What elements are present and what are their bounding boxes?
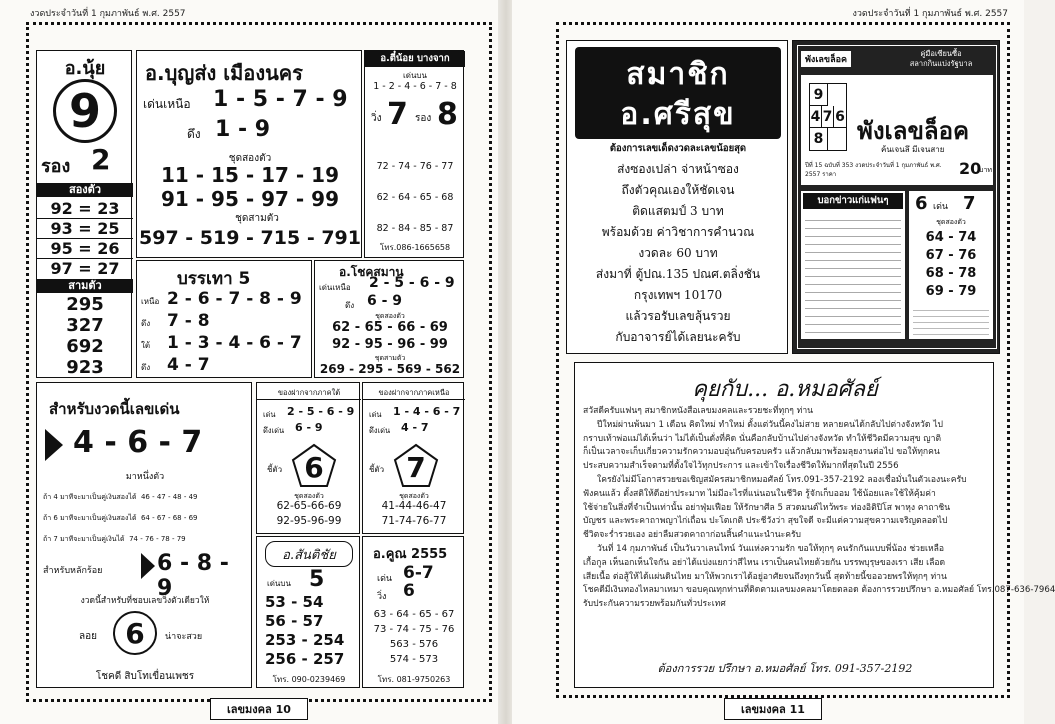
special-main: 4 - 6 - 7 bbox=[73, 425, 203, 460]
list-item: 923 bbox=[66, 357, 104, 378]
south-den: 2 - 5 - 6 - 9 bbox=[287, 405, 355, 418]
member-lines bbox=[567, 159, 789, 348]
ad-cover bbox=[801, 75, 993, 185]
north-den: 1 - 4 - 6 - 7 bbox=[393, 405, 461, 418]
letter-paragraph: รับประกันความรวยพร้อมกันทั่วประเทศ bbox=[583, 599, 726, 610]
boonsong-dung: 1 - 9 bbox=[215, 117, 271, 142]
list-item: ติดแสตมป์ 3 บาท bbox=[632, 204, 724, 218]
left-page bbox=[0, 0, 500, 724]
member-banner bbox=[575, 47, 781, 139]
santichai-box bbox=[256, 536, 360, 688]
boonsong-dung-label: ดึง bbox=[187, 127, 201, 141]
letter-paragraph: บัญชร และพระคาถาพญาไก่เถื่อน ปะโตเกติ ประชีวังว่า สุขใจดี จะมีแต่ความสุขความเจริญตลอดไป bbox=[583, 516, 948, 527]
ad-tag: คู่มือเซียนซื้อ สลากกินแบ่งรัฐบาล bbox=[909, 49, 973, 68]
santichai-den: 5 bbox=[309, 567, 325, 592]
list-item: 327 bbox=[66, 315, 104, 336]
ad-price-unit: บาท bbox=[979, 166, 992, 174]
ad-den-num: 6 bbox=[915, 193, 928, 214]
anui-two-list bbox=[37, 199, 133, 278]
anui-rong-label: รอง bbox=[41, 156, 71, 177]
table-row: ดึง 4 - 7 bbox=[141, 355, 210, 375]
south-dung: 6 - 9 bbox=[295, 421, 323, 434]
sinoi-rong: 8 bbox=[437, 97, 458, 132]
anui-two-label: สองตัว bbox=[37, 183, 133, 197]
sinoi-name: อ.ตี๋น้อย บางจาก bbox=[365, 51, 465, 67]
santichai-rows bbox=[265, 593, 361, 669]
table-row: ดึง 7 - 8 bbox=[141, 311, 210, 331]
boonsong-three: 597 - 519 - 715 - 791 bbox=[139, 227, 361, 249]
south-title: ของฝากจากภาคใต้ bbox=[257, 387, 361, 400]
list-item: ส่งซองเปล่า จ่าหน้าซอง bbox=[617, 162, 739, 176]
chok-box bbox=[314, 260, 464, 378]
sinoi-wing: 7 bbox=[387, 97, 408, 132]
list-item: ถึงตัวคุณเองให้ชัดเจน bbox=[621, 183, 735, 197]
list-item: 56 - 57 bbox=[265, 612, 324, 630]
ad-den-num2: 7 bbox=[963, 193, 976, 214]
list-item: 92-95-96-99 bbox=[276, 515, 342, 527]
letter-box bbox=[574, 362, 1055, 688]
south-number: 6 bbox=[304, 450, 324, 484]
anui-name: อ.นุ้ย bbox=[64, 58, 106, 79]
list-item: 41-44-46-47 bbox=[381, 500, 447, 512]
letter-paragraph: ฟังคนแล้ว ตั้งสติให้ดีอย่าประมาท ไม่มีอะไรที่แน่นอนในชีวิต รู้จักเก็บออม ใช้น้อยและใช้ให้คุ้มค่า bbox=[583, 488, 936, 499]
boonsong-box bbox=[136, 50, 362, 258]
north-title: ของฝากจากภาคเหนือ bbox=[363, 387, 465, 400]
anui-box bbox=[36, 50, 132, 378]
sinoi-rong-label: รอง bbox=[415, 113, 432, 124]
member-tagline: ต้องการเลขเด็ดงวดละเลขน้อยสุด bbox=[609, 143, 747, 154]
letter-paragraph: โชคดีมีเงินทองไหลมาเทมา ขอบคุณทุกท่านที่ติดตามเลขมงคลมาโดยตลอด ต้องการรวยปรึกษา อ.หมอศัลย์ โทร.087-636-7964 bbox=[583, 585, 1055, 596]
koon-name: อ.คูณ 2555 bbox=[373, 547, 448, 562]
sinoi-wing-label: วิ่ง bbox=[371, 113, 382, 124]
list-item: ส่งมาที่ ตู้ปณ.135 ปณศ.ตลิ่งชัน bbox=[595, 267, 761, 281]
chok-three: 269 - 295 - 569 - 562 bbox=[319, 362, 461, 376]
list-item: แล้วรอรับเลขลุ้นรวย bbox=[625, 309, 731, 323]
table-row: ถ้า 4 มาทีจะมาเป็นคู่เงินสองได้ 46 - 47 - 48 - 49 bbox=[43, 493, 198, 501]
south-sut-label: ชี้ตัว bbox=[267, 465, 283, 474]
banthao-box bbox=[136, 260, 312, 378]
chok-two-row2: 92 - 95 - 96 - 99 bbox=[332, 337, 448, 352]
member-title2: อ.ศรีสุข bbox=[620, 97, 736, 132]
letter-paragraph: ใครยังไม่มีโอกาสรวยขอเชิญสมัครสมาชิกหมอศัลย์ โทร.091-357-2192 ลองเชื่อมั่นในตัวเองนะครับ bbox=[597, 474, 967, 485]
list-item: 92 = 23 bbox=[37, 199, 133, 219]
santichai-name: อ.สันติชัย bbox=[265, 541, 353, 567]
santichai-tel: โทร. 090-0239469 bbox=[272, 675, 346, 684]
letter-paragraph: กราบเท้าพ่อแม่ได้เห็นว่า ไม่ได้เป็นดั่งที่คิด นั่นคือกลับบ้านไปต่างจังหวัด ทำให้ชีวิตมีความสุข ญาติ bbox=[583, 433, 942, 444]
north-sut-label: ชี้ตัว bbox=[369, 465, 385, 474]
koon-rows bbox=[363, 607, 465, 667]
sinoi-box bbox=[364, 50, 464, 258]
banthao-title: บรรเทา 5 bbox=[177, 269, 251, 289]
anui-rong-number: 2 bbox=[91, 143, 111, 176]
south-set-label: ชุดสองตัว bbox=[294, 492, 324, 500]
north-number: 7 bbox=[406, 450, 426, 484]
sinoi-den: 1 - 2 - 4 - 6 - 7 - 8 bbox=[373, 81, 457, 92]
sinoi-tel: โทร.086-1665658 bbox=[379, 243, 451, 252]
ad-set-label: ชุดสองตัว bbox=[936, 218, 966, 226]
ad-news-text bbox=[805, 213, 901, 333]
boonsong-two-row1: 11 - 15 - 17 - 19 bbox=[160, 163, 339, 187]
arrow-right-icon bbox=[45, 429, 63, 461]
member-box bbox=[566, 40, 788, 354]
north-dung: 4 - 7 bbox=[401, 421, 429, 434]
table-row: ใต้ 1 - 3 - 4 - 6 - 7 bbox=[141, 333, 302, 353]
special-hundreds-label: สำหรับหลักร้อย bbox=[43, 566, 103, 576]
letter-sign: ต้องการรวย ปรึกษา อ.หมอศัลย์ โทร. 091-357-2192 bbox=[657, 662, 913, 675]
chok-north-label: เด่นเหนือ bbox=[319, 283, 351, 292]
list-item: 72 - 74 - 76 - 77 bbox=[376, 161, 454, 172]
list-item: พร้อมด้วย ค่าวิชาการคำนวณ bbox=[601, 225, 755, 239]
special-note: งวดนี้สำหรับที่ชอบเลขวิ่งตัวเดียวให้ bbox=[80, 596, 210, 606]
letter-paragraph: ประสบความสำเร็จตามที่ตั้งใจไว้ทุกประการ และเข้าใจเรื่องชีวิตให้มากที่สุดในปี 2556 bbox=[583, 461, 899, 472]
table-row: ถ้า 7 มาทีจะมาเป็นคู่เงินได้ 74 - 76 - 78 - 79 bbox=[43, 535, 186, 543]
letter-paragraph: เกื้อกูล เห็นอกเห็นใจกัน อย่าได้แบ่งแยกว่าสีไหน เราเป็นคนไทยด้วยกัน บรรพบุรุษของเรา เสีย เลือด bbox=[583, 557, 946, 568]
south-set bbox=[257, 499, 361, 529]
north-dung-label: ดึงเด่น bbox=[369, 426, 391, 435]
list-item: 563 - 576 bbox=[389, 639, 439, 650]
ad-issue: ปีที่ 15 ฉบับที่ 353 งวดประจำวันที่ 1 กุมภาพันธ์ พ.ศ. 2557 ราคา bbox=[805, 162, 942, 178]
special-sub: มาหนึ่งตัว bbox=[125, 472, 165, 482]
ad-number-grid: 9 4 7 6 8 bbox=[809, 83, 847, 151]
boonsong-north: 1 - 5 - 7 - 9 bbox=[213, 87, 348, 112]
list-item: กับอาจารย์ได้เลยนะครับ bbox=[615, 330, 741, 344]
letter-paragraph: ปีใหม่ผ่านพ้นมา 1 เดือน คิดใหม่ ทำใหม่ ตั้งแต่วันนี้คงไม่สาย หลายคนได้กลับไปต่างจังหวัด ไป bbox=[597, 419, 943, 430]
list-item: 53 - 54 bbox=[265, 593, 324, 611]
banthao-rows bbox=[141, 289, 311, 377]
north-set-label: ชุดสองตัว bbox=[399, 492, 429, 500]
chok-dung-label: ดึง bbox=[345, 301, 355, 310]
ad-price: 20 bbox=[959, 159, 982, 178]
special-title: สำหรับงวดนี้เลขเด่น bbox=[49, 400, 180, 418]
north-set bbox=[363, 499, 465, 529]
ad-den-word: เด่น bbox=[933, 202, 949, 212]
letter-paragraph: วันที่ 14 กุมภาพันธ์ เป็นวันวาเลนไทน์ วันแห่งความรัก ขอให้ทุกๆ คนรักกันแบบพี่น้อง ช่วยเหลือ bbox=[597, 543, 945, 554]
list-item: 93 = 25 bbox=[37, 219, 133, 239]
list-item: 692 bbox=[66, 336, 104, 357]
list-item: 73 - 74 - 75 - 76 bbox=[373, 624, 455, 635]
special-loy: ลอย bbox=[79, 631, 97, 642]
letter-paragraph: ใช้จ่ายในสิ่งที่จำเป็นเท่านั้น อย่าฟุ่มเฟือย ให้รักษาศีล 5 สวดมนต์ไหว้พระ ท่องอิติปิโส พาหุง คาถาชิน bbox=[583, 502, 951, 513]
ad-sub-brand: ค้นเจนลึ มีเจนสาย bbox=[881, 145, 945, 154]
list-item: 71-74-76-77 bbox=[381, 515, 447, 527]
list-item: งวดละ 60 บาท bbox=[638, 246, 718, 260]
letter-title: คุยกับ... อ.หมอศัลย์ bbox=[692, 377, 878, 402]
list-item: 64 - 74 bbox=[925, 230, 977, 245]
ad-brand: พังเลขล็อค bbox=[857, 117, 970, 145]
boonsong-two-label: ชุดสองตัว bbox=[228, 153, 272, 164]
ad-news bbox=[801, 191, 905, 339]
list-item: 295 bbox=[66, 294, 104, 315]
list-item: 82 - 84 - 85 - 87 bbox=[376, 223, 454, 234]
page-header: งวดประจำวันที่ 1 กุมภาพันธ์ พ.ศ. 2557 bbox=[30, 9, 186, 19]
sinoi-den-label: เด่นบน bbox=[403, 71, 427, 80]
boonsong-north-label: เด่นเหนือ bbox=[143, 97, 191, 111]
ad-logo: พังเลขล็อค bbox=[801, 51, 851, 67]
chok-north: 2 - 5 - 6 - 9 bbox=[369, 275, 455, 291]
chok-two-row1: 62 - 65 - 66 - 69 bbox=[332, 320, 448, 335]
ad-pairs bbox=[909, 229, 993, 301]
table-row: เหนือ 2 - 6 - 7 - 8 - 9 bbox=[141, 289, 302, 309]
koon-den-label: เด่น bbox=[377, 574, 393, 584]
special-footer: โชคดี สิบโทเขื่อนเพชร bbox=[95, 671, 195, 682]
boonsong-three-label: ชุดสามตัว bbox=[235, 213, 279, 224]
list-item: 256 - 257 bbox=[265, 650, 345, 668]
letter-paragraph: ชีวิตจะร่ำรวยเอง อย่าลืมสวดคาถาก่อนสิ้นคำแนะนำนะครับ bbox=[583, 530, 802, 541]
anui-main-number: 9 bbox=[53, 79, 117, 143]
south-box bbox=[256, 382, 360, 534]
list-item: 574 - 573 bbox=[389, 654, 439, 665]
list-item: 253 - 254 bbox=[265, 631, 345, 649]
chok-dung: 6 - 9 bbox=[367, 293, 403, 309]
special-loy-number: 6 bbox=[113, 611, 157, 655]
member-title1: สมาชิก bbox=[626, 57, 730, 92]
chok-two-label: ชุดสองตัว bbox=[375, 312, 405, 320]
south-dung-label: ดึงเด่น bbox=[263, 426, 285, 435]
list-item: 62 - 64 - 65 - 68 bbox=[376, 192, 454, 203]
table-row: ถ้า 6 มาทีจะมาเป็นคู่เงินสองได้ 64 - 67 - 68 - 69 bbox=[43, 514, 198, 522]
list-item: 67 - 76 bbox=[925, 248, 977, 263]
letter-body bbox=[583, 405, 1055, 612]
special-loy-tail: น่าจะสวย bbox=[165, 632, 203, 642]
boonsong-name: อ.บุญส่ง เมืองนคร bbox=[145, 61, 303, 85]
anui-three-list bbox=[37, 294, 133, 378]
list-item: 69 - 79 bbox=[925, 284, 977, 299]
page-header: งวดประจำวันที่ 1 กุมภาพันธ์ พ.ศ. 2557 bbox=[852, 9, 1008, 19]
ad-picks bbox=[909, 191, 993, 339]
boonsong-two-row2: 91 - 95 - 97 - 99 bbox=[160, 187, 339, 211]
arrow-right-icon bbox=[141, 553, 155, 579]
north-den-label: เด่น bbox=[369, 410, 382, 419]
special-rows bbox=[43, 487, 249, 550]
koon-den: 6-7 bbox=[403, 563, 434, 583]
letter-paragraph: ก็เป็นเวลาจะเก็บเกี่ยวความรักความอบอุ่นกับครอบครัว แล้วกลับมาพร้อมลุยงานต่อไป ขอให้ทุกคน bbox=[583, 447, 940, 458]
special-box bbox=[36, 382, 252, 688]
letter-paragraph: เสียเนื้อ ต่อสู้ให้ได้แผ่นดินไทย มาให้พวกเราได้อยู่อาศัยจนถึงทุกวันนี้ สุดท้ายนี้ขออวยพรให้ทุกๆ ท่าน bbox=[583, 571, 947, 582]
page-footer: เลขมงคล 11 bbox=[724, 698, 822, 720]
list-item: กรุงเทพฯ 10170 bbox=[633, 288, 723, 302]
chok-name: อ.โชคสมาน bbox=[339, 265, 404, 279]
ad-picks-note bbox=[913, 305, 989, 335]
koon-wing-label: วิ่ง bbox=[377, 592, 387, 602]
koon-wing: 6 bbox=[403, 581, 415, 601]
page-footer: เลขมงคล 10 bbox=[210, 698, 308, 720]
chok-three-label: ชุดสามตัว bbox=[374, 354, 406, 362]
santichai-den-label: เด่นบน bbox=[267, 579, 291, 588]
list-item: 95 = 26 bbox=[37, 239, 133, 259]
north-box bbox=[362, 382, 464, 534]
ad-inner-title: บอกข่าวแก่แฟนๆ bbox=[803, 193, 903, 209]
list-item: 97 = 27 bbox=[50, 259, 120, 278]
south-den-label: เด่น bbox=[263, 410, 276, 419]
sinoi-rows bbox=[365, 151, 465, 244]
anui-three-label: สามตัว bbox=[37, 279, 133, 293]
right-page bbox=[512, 0, 1055, 724]
list-item: 68 - 78 bbox=[925, 266, 977, 281]
koon-tel: โทร. 081-9750263 bbox=[377, 675, 451, 684]
list-item: 63 - 64 - 65 - 67 bbox=[373, 609, 455, 620]
letter-paragraph: สวัสดีครับแฟนๆ สมาชิกหนังสือเลขมงคลและรวยชะที่ทุกๆ ท่าน bbox=[583, 406, 814, 416]
koon-box bbox=[362, 536, 464, 688]
special-hundreds: 6 - 8 - 9 bbox=[157, 551, 229, 601]
list-item: 62-65-66-69 bbox=[276, 500, 342, 512]
ad-box bbox=[792, 40, 1000, 354]
